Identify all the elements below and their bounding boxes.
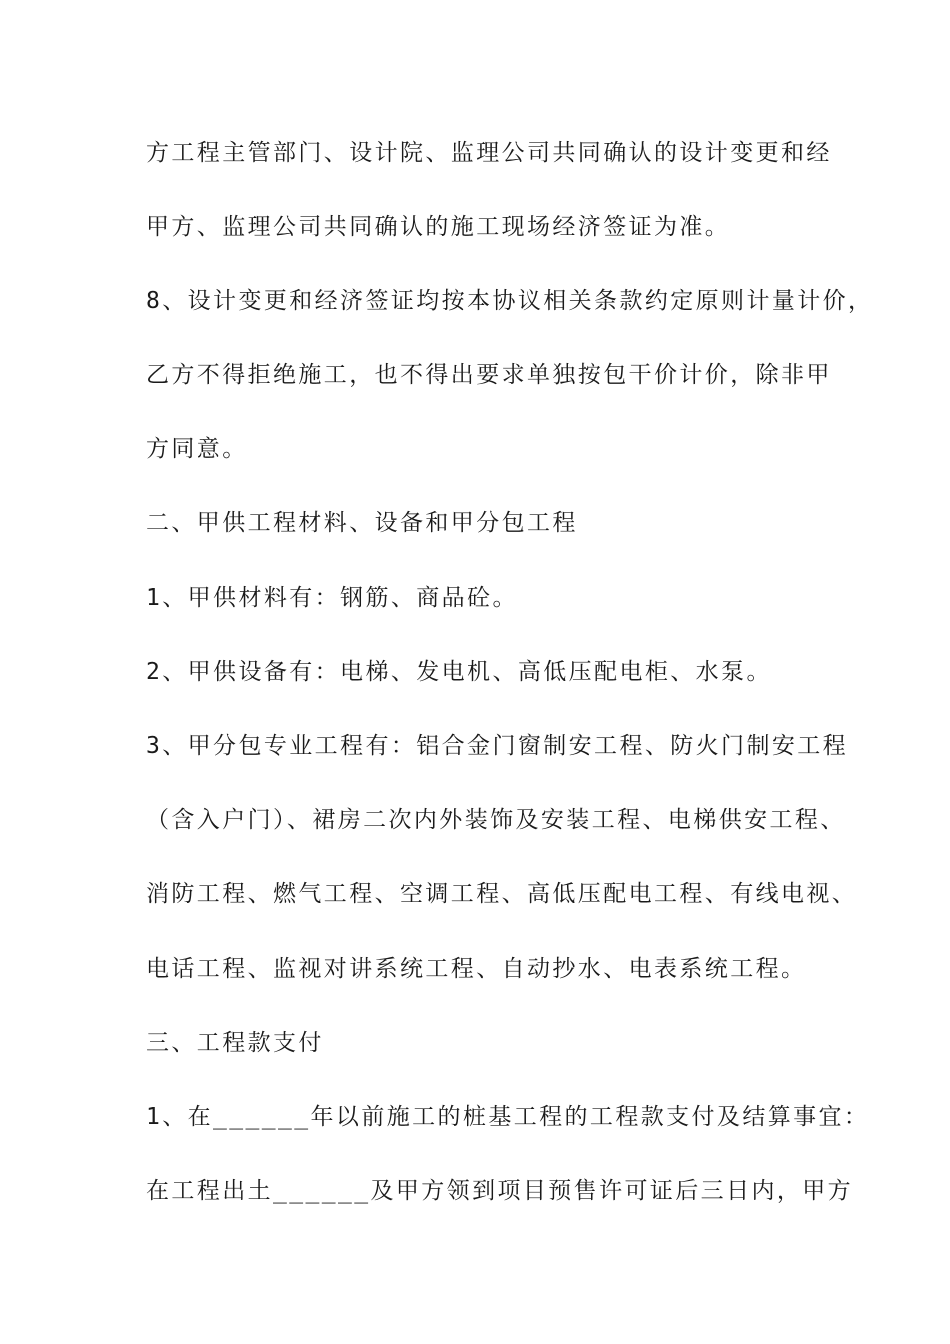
section-heading-3: 三、工程款支付: [146, 1030, 324, 1056]
text-line-9: 3、甲分包专业工程有：铝合金门窗制安工程、防火门制安工程: [146, 733, 849, 759]
text-line-14: 1、在______年以前施工的桩基工程的工程款支付及结算事宜：: [146, 1104, 870, 1130]
section-heading-2: 二、甲供工程材料、设备和甲分包工程: [146, 510, 578, 536]
text-line-5: 方同意。: [146, 436, 248, 462]
text-line-10: （含入户门）、裙房二次内外装饰及安装工程、电梯供安工程、: [146, 807, 846, 833]
text-line-2: 甲方、监理公司共同确认的施工现场经济签证为准。: [146, 214, 731, 240]
text-line-15: 在工程出土______及甲方领到项目预售许可证后三日内，甲方: [146, 1178, 854, 1204]
text-line-7: 1、甲供材料有：钢筋、商品砼。: [146, 585, 518, 611]
text-line-11: 消防工程、燃气工程、空调工程、高低压配电工程、有线电视、: [146, 881, 858, 907]
text-line-3: 8、设计变更和经济签证均按本协议相关条款约定原则计量计价，: [146, 288, 874, 314]
text-line-4: 乙方不得拒绝施工，也不得出要求单独按包干价计价，除非甲: [146, 362, 832, 388]
text-line-1: 方工程主管部门、设计院、监理公司共同确认的设计变更和经: [146, 140, 832, 166]
text-line-8: 2、甲供设备有：电梯、发电机、高低压配电柜、水泵。: [146, 659, 772, 685]
text-line-12: 电话工程、监视对讲系统工程、自动抄水、电表系统工程。: [146, 956, 807, 982]
